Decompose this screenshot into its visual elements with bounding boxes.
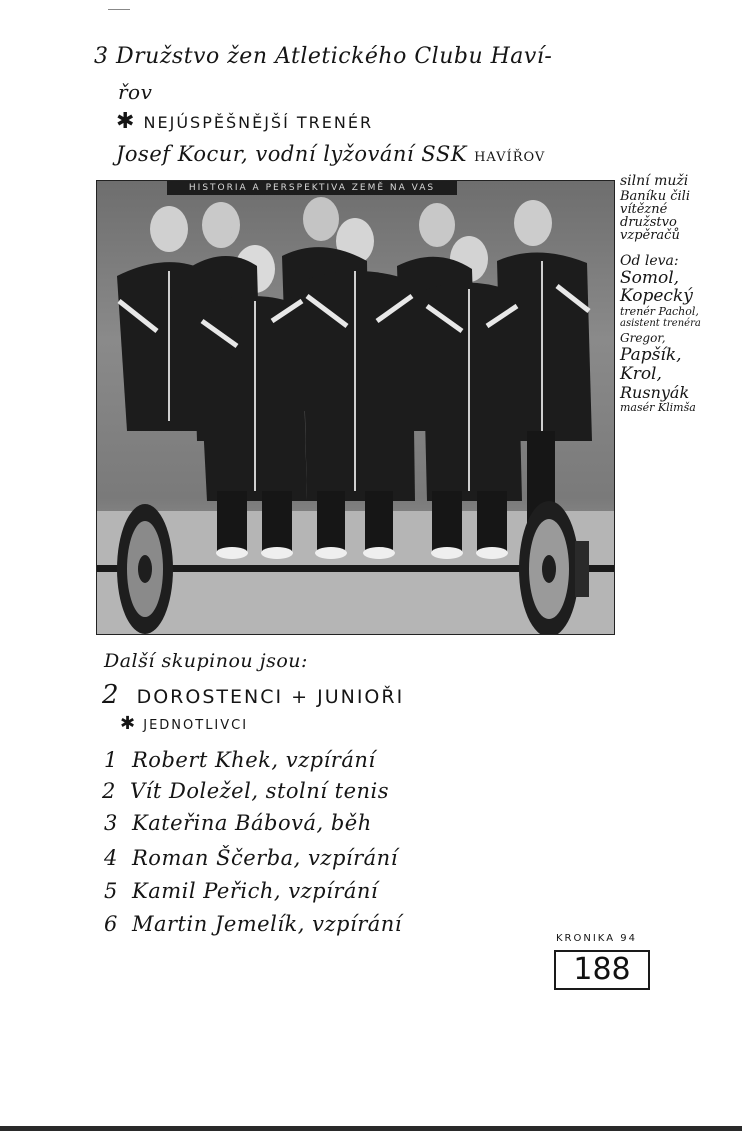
caption-line: Od leva: xyxy=(620,253,679,269)
ranking-item xyxy=(104,912,402,936)
award-title: NEJÚSPĚŠNĚJŠÍ TRENÉR xyxy=(143,113,374,132)
team-photograph xyxy=(96,180,615,635)
caption-line: asistent trenéra xyxy=(620,318,701,329)
subcategory-heading xyxy=(120,713,248,734)
chronicle-label: KRONIKA 94 xyxy=(556,933,637,944)
caption-line: Rusnyák xyxy=(620,383,690,402)
caption-line: Baníku čili xyxy=(620,189,690,204)
athlete-name: Roman Ščerba xyxy=(132,846,294,870)
caption-line: Kopecký xyxy=(620,286,693,306)
athlete-name: Kamil Peřich xyxy=(132,879,274,903)
athlete-name: Kateřina Bábová xyxy=(132,811,317,835)
page-number: 188 xyxy=(573,952,631,987)
athlete-name: Martin Jemelík xyxy=(132,912,298,936)
star-icon: ✱ xyxy=(116,109,137,134)
page-number-box xyxy=(554,950,650,990)
caption-line: silní muži xyxy=(620,173,689,189)
category-title: DOROSTENCI + JUNIOŘI xyxy=(136,686,405,708)
athlete-sport: , vzpírání xyxy=(297,912,403,936)
athlete-sport: , vzpírání xyxy=(271,748,376,772)
rank-number: 3 xyxy=(104,811,118,835)
athlete-name: Vít Doležel xyxy=(130,779,252,803)
caption-line: masér Klimša xyxy=(620,401,696,414)
caption-line: Krol, xyxy=(620,364,662,384)
athlete-name: Robert Khek xyxy=(132,748,272,772)
caption-line: vzpěračů xyxy=(620,228,680,243)
photo-banner: HISTORIA A PERSPEKTIVA ZEMĚ NA VAS xyxy=(167,181,457,195)
caption-line: družstvo xyxy=(620,215,677,230)
caption-line: vítězné xyxy=(620,202,668,217)
coach-club: HAVÍŘOV xyxy=(474,150,546,165)
photo-caption xyxy=(620,174,738,413)
award-line xyxy=(116,109,373,134)
section-intro: Další skupinou jsou: xyxy=(104,650,308,672)
caption-line: Gregor, xyxy=(620,331,666,345)
top-edge-mark xyxy=(108,9,130,10)
coach-line xyxy=(116,142,545,166)
athlete-sport: , vzpírání xyxy=(293,846,398,870)
star-icon: ✱ xyxy=(120,713,138,734)
caption-line: Somol, xyxy=(620,268,680,288)
category-number: 2 xyxy=(102,680,121,710)
rank-number: 1 xyxy=(104,748,118,772)
subcategory-title: JEDNOTLIVCI xyxy=(143,718,249,733)
header-line-2: řov xyxy=(118,80,153,104)
ranking-item xyxy=(104,846,398,870)
weightlifters-group-image xyxy=(97,181,614,634)
caption-line: Papšík, xyxy=(620,345,682,365)
athlete-sport: , běh xyxy=(316,811,372,835)
athlete-sport: , stolní tenis xyxy=(251,779,390,803)
header-line-1: 3 Družstvo žen Atletického Clubu Haví- xyxy=(94,44,553,69)
rank-number: 6 xyxy=(104,912,118,936)
rank-number: 4 xyxy=(104,846,118,870)
ranking-item xyxy=(104,811,372,835)
rank-number: 5 xyxy=(104,879,118,903)
caption-line: trenér Pachol, xyxy=(620,305,699,318)
ranking-item xyxy=(104,748,376,772)
category-heading xyxy=(102,680,404,710)
rank-number: 2 xyxy=(102,779,116,803)
ranking-item xyxy=(102,779,389,803)
bottom-edge-rule xyxy=(0,1126,742,1131)
athlete-sport: , vzpírání xyxy=(273,879,379,903)
ranking-item xyxy=(104,879,378,903)
coach-name: Josef Kocur, vodní lyžování SSK xyxy=(116,142,467,166)
